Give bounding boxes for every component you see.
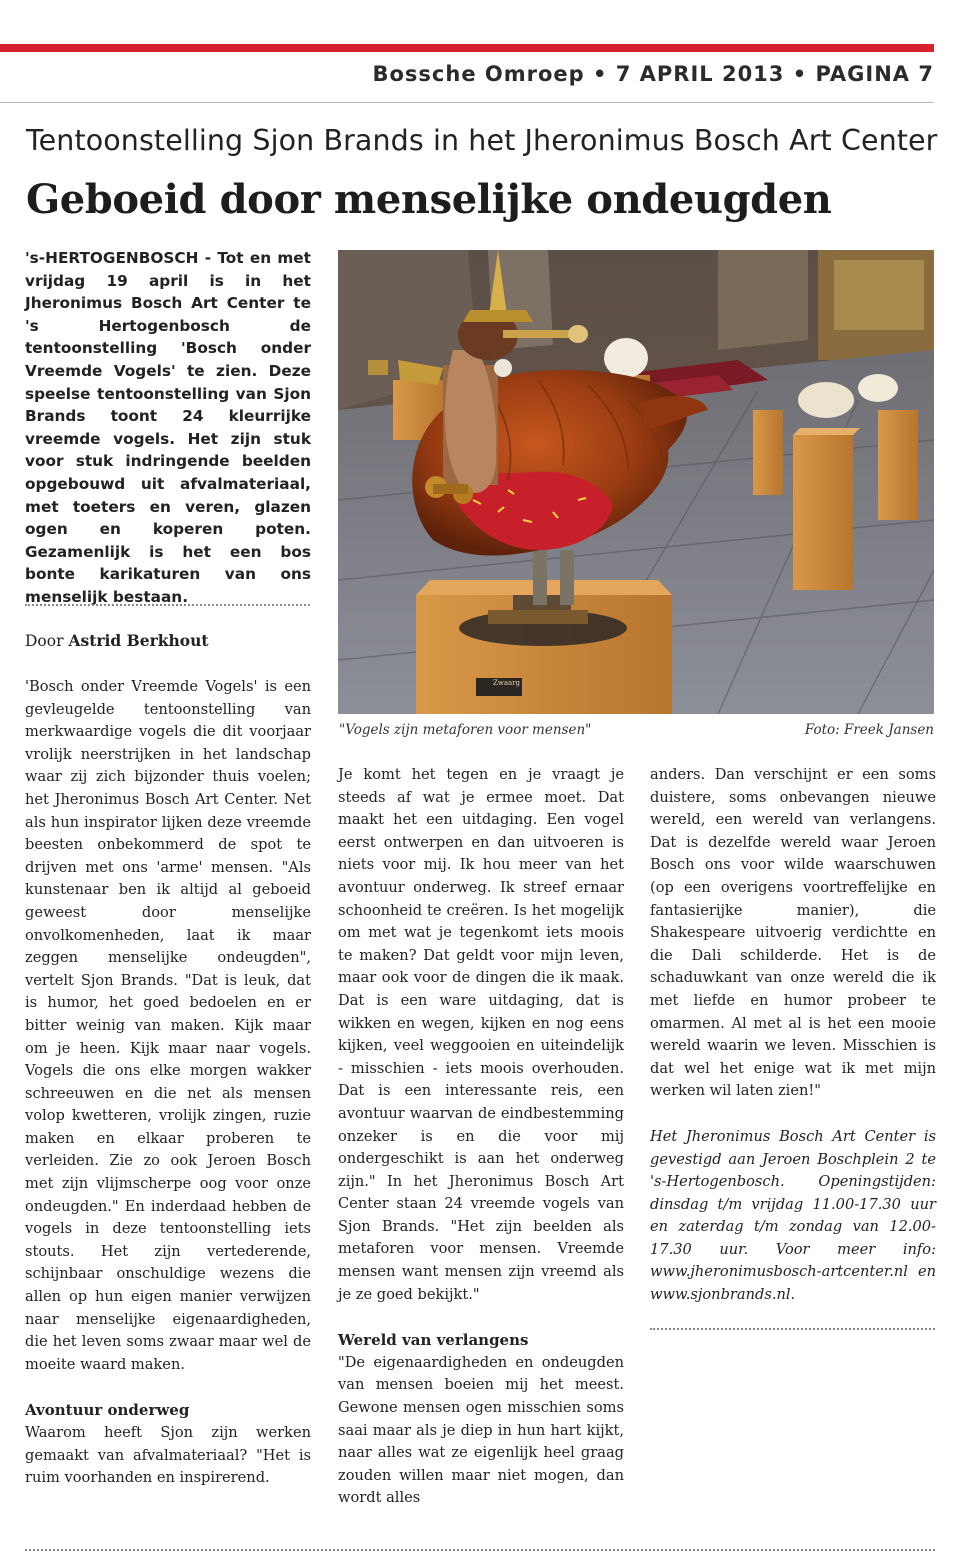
plaque-text: Zwaarg	[493, 679, 521, 687]
photo-caption: "Vogels zijn metaforen voor mensen"	[339, 722, 592, 738]
page-number: PAGINA 7	[815, 62, 934, 86]
photo-credit: Foto: Freek Jansen	[804, 722, 934, 738]
dotted-separator	[25, 604, 310, 606]
masthead-rule	[0, 102, 934, 103]
exhibition-info: Het Jheronimus Bosch Art Center is gevestigd aan Jeroen Boschplein 2 te 's-Hertogenbosch. Openingstijden: dinsdag t/m vrijdag 11.00-17.30 uur en zaterdag t/m zondag van 12.00-17.30 uur. Voor meer info: www.jheronimusbosch-artcenter.nl en www.sjonbrands.nl.	[650, 1127, 936, 1304]
publication-name: Bossche Omroep	[372, 62, 585, 86]
masthead: Bossche Omroep • 7 APRIL 2013 • PAGINA 7	[372, 62, 934, 86]
article-headline: Geboeid door menselijke ondeugden	[26, 176, 832, 223]
dotted-separator	[650, 1328, 935, 1330]
subheading-avontuur: Avontuur onderweg	[25, 1401, 190, 1420]
exhibition-photo	[338, 250, 934, 714]
masthead-red-bar	[0, 44, 934, 52]
bird-sculpture-illustration	[338, 250, 934, 714]
body-paragraph: "De eigenaardigheden en ondeugden van mensen boeien mij het meest. Gewone mensen ogen misschien soms saai maar als je diep in hun hart kijkt, naar alles wat ze eigenlijk heel graag zouden willen maar niet mogen, dan wordt alles	[338, 1353, 624, 1507]
article-kicker: Tentoonstelling Sjon Brands in het Jheronimus Bosch Art Center	[26, 124, 938, 157]
byline-author: Astrid Berkhout	[68, 631, 209, 650]
article-column-3	[650, 764, 936, 1307]
issue-date: 7 APRIL 2013	[615, 62, 785, 86]
body-paragraph: Je komt het tegen en je vraagt je steeds af wat je ermee moet. Dat maakt het een uitdaging. Een vogel eerst ontwerpen en dan uitvoeren is niets voor mij. Ik hou meer van het avontuur onderweg. Ik streef ernaar schoonheid te creëren. Is het mogelijk om met wat je tegenkomt iets moois te maken? Dat geldt voor mijn leven, maar ook voor de dingen die ik maak. Dat is een ware uitdaging, dat is wikken en wegen, kijken en nog eens kijken, veel weggooien en uiteindelijk - misschien - iets moois overhouden. Dat is een interessante reis, een avontuur waarvan de eindbestemming onzeker is en die voor mij ondergeschikt is aan het onderweg zijn." In het Jheronimus Bosch Art Center staan 24 vreemde vogels van Sjon Brands. "Het zijn beelden als metaforen voor mensen. Vreemde mensen want mensen zijn vreemd als je ze goed bekijkt."	[338, 766, 624, 1303]
body-paragraph: anders. Dan verschijnt er een soms duistere, soms onbevangen nieuwe wereld, een wereld van verlangens. Dat is dezelfde wereld waar Jeroen Bosch ons voor wilde waarschuwen (op een overigens voortreffelijke en fantasierijke manier), die Shakespeare uitvoerig verdichtte en die Dali schilderde. Het is de schaduwkant van onze wereld die ik met liefde en humor probeer te omarmen. Al met al is het een mooie wereld waarin we leven. Misschien is dat wel het enige wat ik met mijn werken wil laten zien!"	[650, 766, 936, 1100]
byline	[25, 631, 209, 650]
article-column-2	[338, 764, 624, 1510]
dotted-separator	[25, 1549, 935, 1551]
article-intro: 's-HERTOGENBOSCH - Tot en met vrijdag 19 april is in het Jheronimus Bosch Art Center te 's Hertogenbosch de tentoonstelling 'Bosch onder Vreemde Vogels' te zien. Deze speelse tentoonstelling van Sjon Brands toont 24 kleurrijke vreemde vogels. Het zijn stuk voor stuk indringende beelden opgebouwd uit afvalmateriaal, met toeters en veren, glazen ogen en koperen poten. Gezamenlijk is het een bos bonte karikaturen van ons menselijk bestaan.	[25, 249, 311, 606]
body-paragraph: 'Bosch onder Vreemde Vogels' is een gevleugelde tentoonstelling van merkwaardige vogels die dit voorjaar vrolijk neerstrijken in het landschap waar zij zich bijzonder thuis voelen; het Jheronimus Bosch Art Center. Net als hun inspirator lijken deze vreemde beesten onbekommerd de spot te drijven met ons 'arme' mensen. "Als kunstenaar ben ik altijd al geboeid geweest door menselijke onvolkomenheden, laat ik maar zeggen menselijke ondeugden", vertelt Sjon Brands. "Dat is leuk, dat is humor, het goed bedoelen en er bitter weinig van maken. Kijk maar om je heen. Kijk maar naar vogels. Vogels die ons elke morgen wakker schreeuwen en die net als mensen volop kwetteren, vrolijk zingen, ruzie maken en elkaar proberen te verleiden. Zie zo ook Jeroen Bosch met zijn vlijmscherpe oog voor onze ondeugden." En inderdaad hebben de vogels in deze tentoonstelling iets stouts. Het zijn vertederende, schijnbaar onschuldige wezens die allen op hun eigen manier verwijzen naar menselijke eigenaardigheden, die het leven soms zwaar maar wel de moeite waard maken.	[25, 678, 311, 1373]
article-column-1	[25, 676, 311, 1490]
subheading-wereld: Wereld van verlangens	[338, 1331, 529, 1350]
body-paragraph: Waarom heeft Sjon zijn werken gemaakt van afvalmateriaal? "Het is ruim voorhanden en inspirerend.	[25, 1424, 311, 1487]
byline-prefix: Door	[25, 632, 64, 650]
